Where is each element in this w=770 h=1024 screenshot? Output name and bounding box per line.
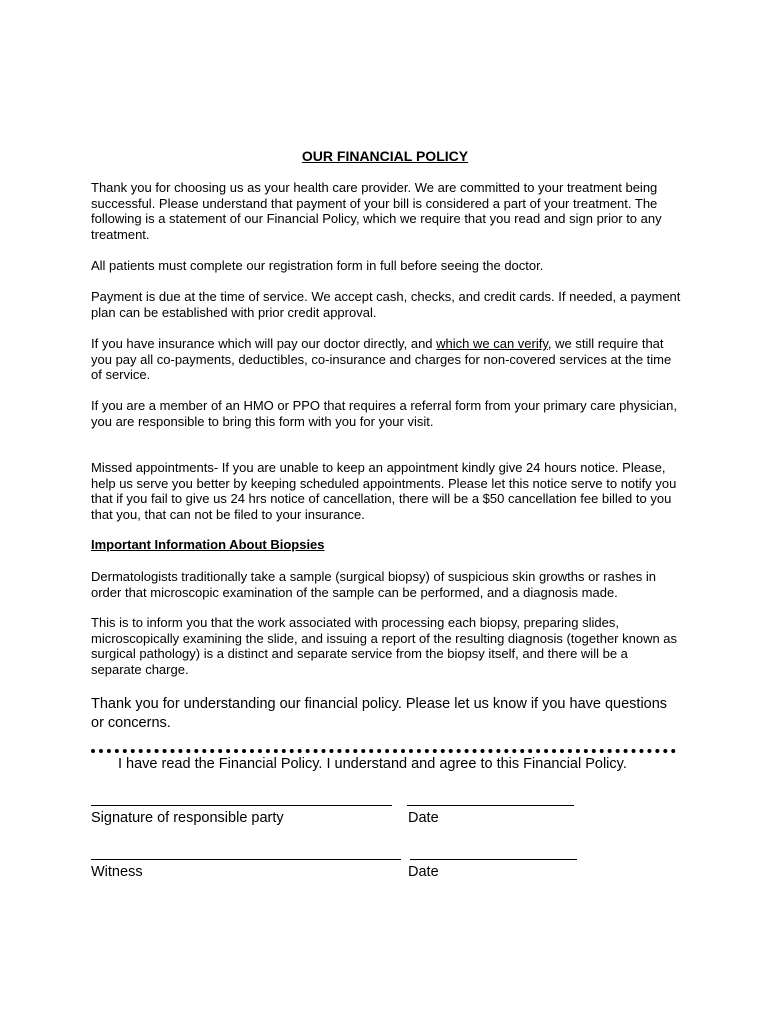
hmo-text: If you are a member of an HMO or PPO that requires a referral form from your primary care physician, you are responsible to bring this form with you for your visit. [91,398,677,429]
witness-signature-line[interactable] [91,859,401,860]
agreement-statement: I have read the Financial Policy. I understand and agree to this Financial Policy. [118,756,627,772]
dotted-divider [91,749,676,753]
witness-date-line[interactable] [410,859,577,860]
insurance-paragraph [91,336,681,383]
missed-appointments-text: Missed appointments- If you are unable to keep an appointment kindly give 24 hours notice. Please, help us serve you better by keeping scheduled appointments. Please let this notice serve to notify you that if you fail to give us 24 hrs notice of cancellation, there will be a $50 cancellation fee billed to you that you, that can not be filed to your insurance. [91,460,677,522]
document-title: OUR FINANCIAL POLICY [301,148,469,164]
biopsy-text-2: This is to inform you that the work associated with processing each biopsy, preparing slides, microscopically examining the slide, and issuing a report of the resulting diagnosis (together known as surgical pathology) is a distinct and separate service from the biopsy itself, and there will be a separate charge. [91,615,678,677]
witness-date-label: Date [408,864,439,880]
payment-text: Payment is due at the time of service. We accept cash, checks, and credit cards. If needed, a payment plan can be established with prior credit approval. [91,289,681,320]
responsible-signature-label: Signature of responsible party [91,810,284,826]
insurance-verify-underlined: which we can verify [436,336,548,351]
responsible-signature-line[interactable] [91,805,392,806]
intro-paragraph [91,180,681,242]
biopsy-paragraph-2 [91,615,681,677]
registration-text: All patients must complete our registration form in full before seeing the doctor. [91,258,544,273]
insurance-text [91,336,681,383]
payment-paragraph [91,289,681,320]
biopsy-heading: Important Information About Biopsies [91,537,325,552]
responsible-date-label: Date [408,810,439,826]
hmo-paragraph [91,398,681,429]
registration-paragraph [91,258,681,274]
witness-signature-label: Witness [91,864,143,880]
closing-paragraph: Thank you for understanding our financial policy. Please let us know if you have questions or concerns. [91,696,668,731]
biopsy-paragraph-1 [91,569,681,600]
insurance-text-start: If you have insurance which will pay our doctor directly, and [91,336,437,351]
responsible-date-line[interactable] [407,805,574,806]
insurance-text-end: , we still require that you pay all co-payments, deductibles, co-insurance and charges for non-covered services at the time of service. [91,336,672,382]
intro-text: Thank you for choosing us as your health care provider. We are committed to your treatment being successful. Please understand that payment of your bill is considered a part of your treatment. The following is a statement of our Financial Policy, which we require that you read and sign prior to any treatment. [91,180,662,242]
missed-appointments-paragraph [91,460,681,522]
biopsy-text-1: Dermatologists traditionally take a sample (surgical biopsy) of suspicious skin growths or rashes in order that microscopic examination of the sample can be performed, and a diagnosis made. [91,569,657,600]
